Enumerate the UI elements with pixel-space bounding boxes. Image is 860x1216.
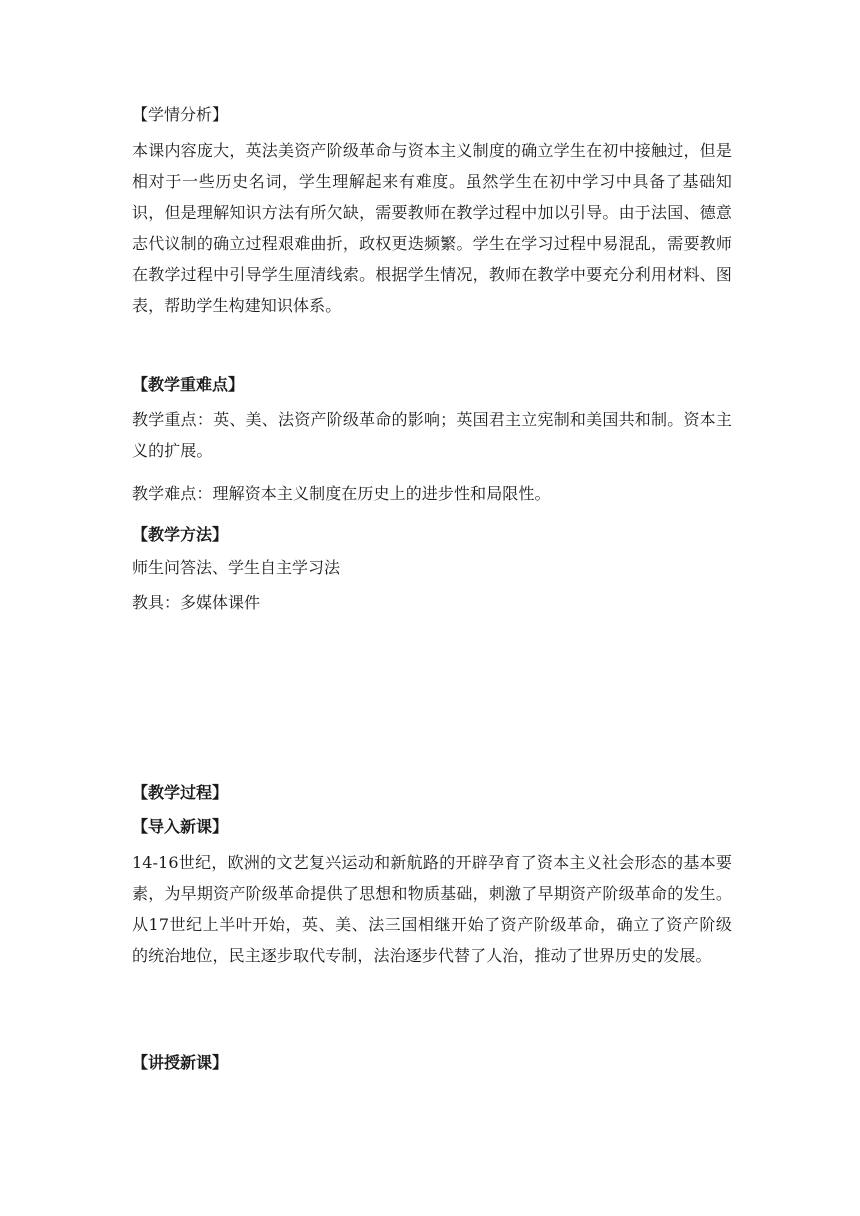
intro-body: 14-16世纪，欧洲的文艺复兴运动和新航路的开辟孕育了资本主义社会形态的基本要素，为早期资产阶级革命提供了思想和物质基础，刺激了早期资产阶级革命的发生。从17世纪上半叶开始，英、美、法三国相继开始了资产阶级革命，确立了资产阶级的统治地位，民主逐步取代专制，法治逐步代替了人治，推动了世界历史的发展。: [132, 853, 732, 965]
methods-heading: 【教学方法】: [132, 525, 229, 544]
lecture-heading: 【讲授新课】: [132, 1053, 229, 1072]
methods-approach: 师生问答法、学生自主学习法: [132, 558, 341, 577]
key-points-difficulty: 教学难点：理解资本主义制度在历史上的进步性和局限性。: [132, 484, 551, 503]
intro-heading: 【导入新课】: [132, 817, 229, 836]
analysis-body: 本课内容庞大，英法美资产阶级革命与资本主义制度的确立学生在初中接触过，但是相对于一些历史名词，学生理解起来有难度。虽然学生在初中学习中具备了基础知识，但是理解知识方法有所欠缺，需要教师在教学过程中加以引导。由于法国、德意志代议制的确立过程艰难曲折，政权更迭频繁。学生在学习过程中易混乱，需要教师在教学过程中引导学生厘清线索。根据学生情况，教师在教学中要充分利用材料、图表，帮助学生构建知识体系。: [132, 141, 732, 315]
key-points-heading: 【教学重难点】: [132, 375, 245, 394]
methods-tools: 教具：多媒体课件: [132, 593, 261, 612]
key-points-focus: 教学重点：英、美、法资产阶级革命的影响；英国君主立宪制和美国共和制。资本主义的扩展。: [132, 410, 732, 460]
process-heading: 【教学过程】: [132, 783, 229, 802]
analysis-heading: 【学情分析】: [132, 105, 229, 124]
